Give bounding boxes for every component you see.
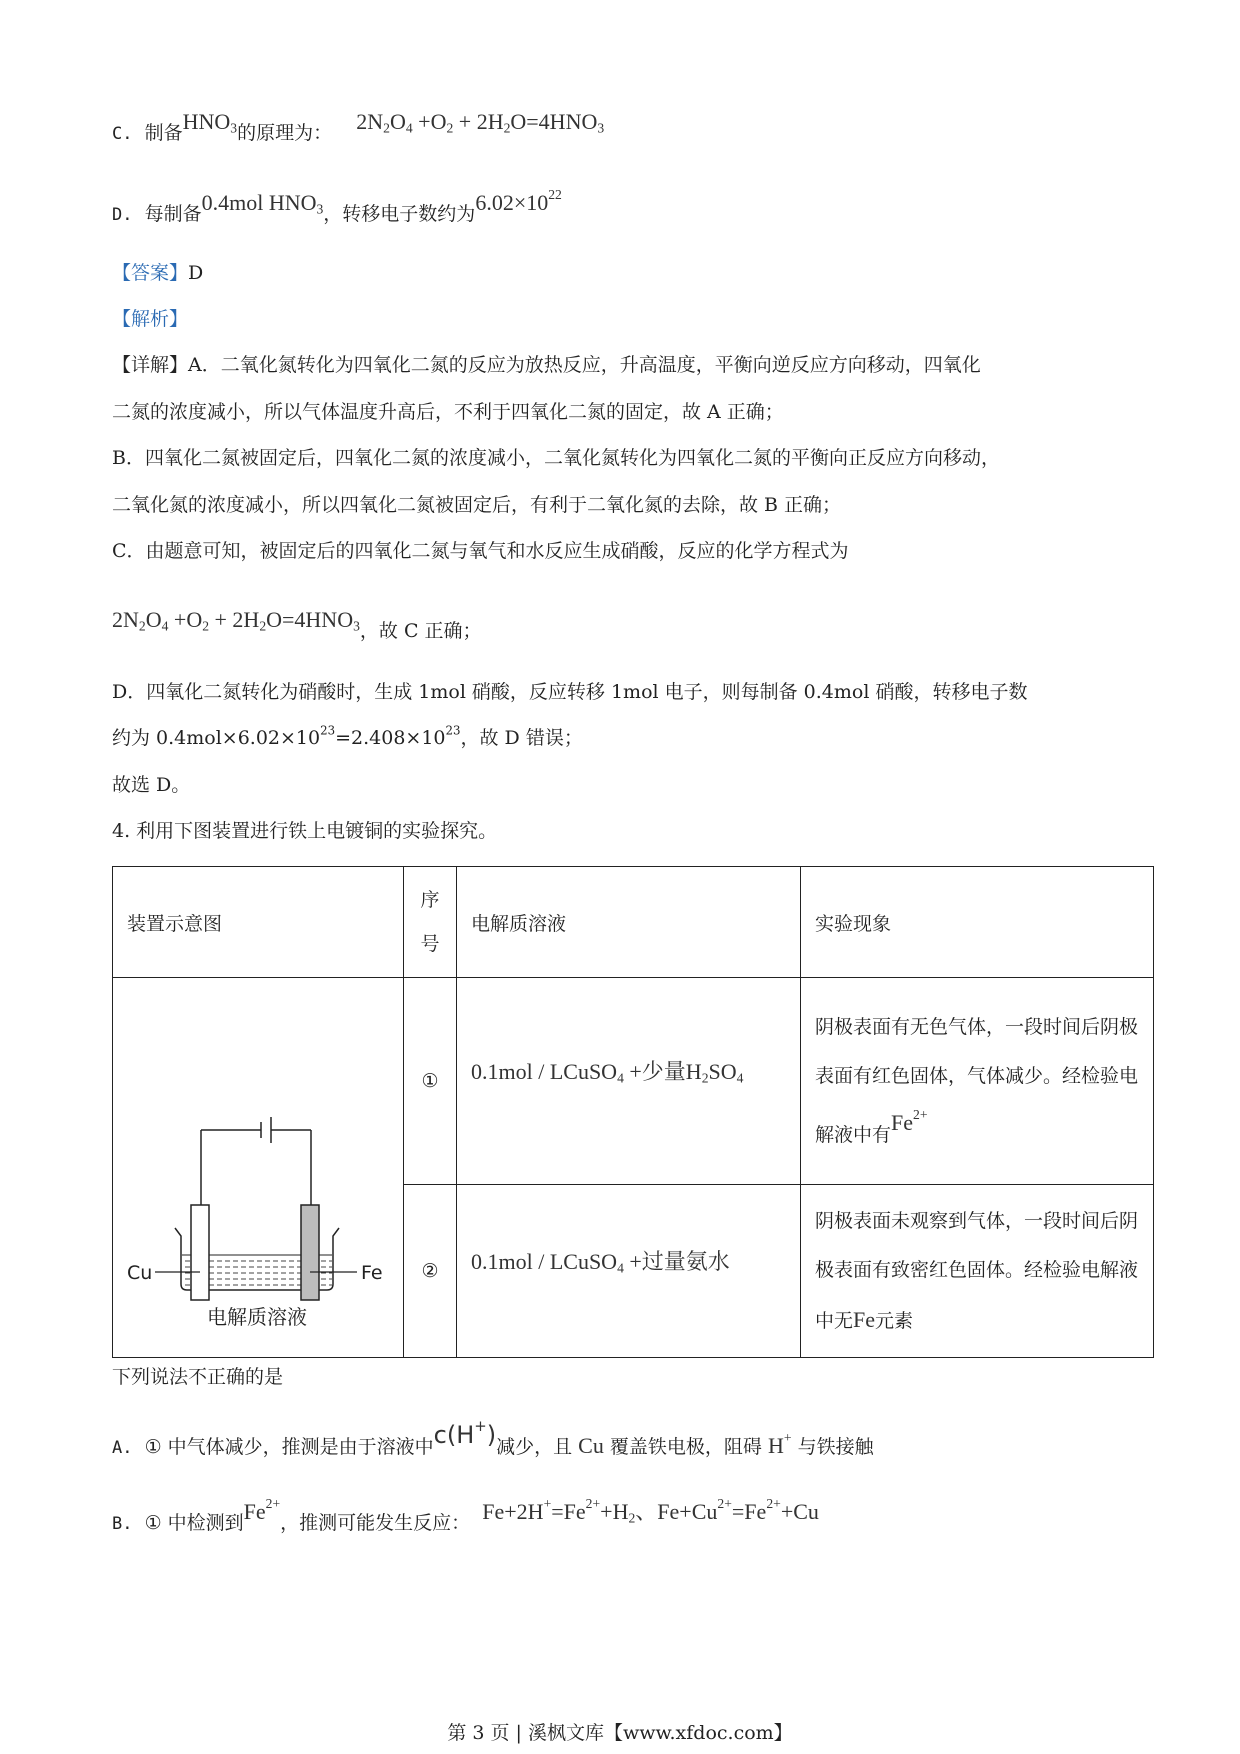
detail-d-2 bbox=[112, 723, 583, 750]
fe-label: Fe bbox=[361, 1262, 383, 1284]
ion-charge: + bbox=[783, 1429, 792, 1445]
fe-electrode bbox=[301, 1205, 319, 1300]
reaction-equations: $Fe+2H^+=Fe^{2+}+H_2$、$Fe+Cu^{2+}=Fe^{2+}+Cu$ bbox=[482, 1496, 819, 1526]
formula-number: $6.02\times 10^{22}$ bbox=[475, 187, 562, 215]
phenomenon-text: 阴极表面未观察到气体，一段时间后阴极表面有致密红色固体。经检验电解液中无 bbox=[815, 1209, 1139, 1332]
answer-value: D bbox=[188, 262, 204, 284]
exponent: 23 bbox=[320, 723, 336, 738]
detail-text: =2.408×10 bbox=[335, 727, 446, 749]
phenomenon-text: 元素 bbox=[875, 1309, 914, 1332]
option-text: 每制备 bbox=[144, 202, 202, 225]
electroplating-apparatus-diagram bbox=[113, 1000, 403, 1330]
detail-text: 约为 0.4mol×6.02×10 bbox=[112, 727, 321, 749]
detail-b-2: 二氧化氮的浓度减小，所以四氧化二氮被固定后，有利于二氧化氮的去除，故 B 正确； bbox=[112, 494, 842, 516]
table-header-row bbox=[113, 867, 1154, 978]
header-seq: 序号 bbox=[404, 867, 457, 978]
detail-a-2: 二氮的浓度减小，所以气体温度升高后，不利于四氧化二氮的固定，故 A 正确； bbox=[112, 401, 784, 423]
option-d bbox=[112, 187, 562, 227]
ion-fe2: $Fe^{2+}$ bbox=[243, 1496, 281, 1524]
formula-amount: 0.4mol $HNO_3$ bbox=[201, 189, 324, 217]
equation: $2N_2O_4 +O_2 + 2H_2O=4HNO_3$ bbox=[112, 607, 360, 634]
equation: $2N_2O_4 +O_2 + 2H_2O=4HNO_3$ bbox=[356, 109, 605, 136]
header-diagram: 装置示意图 bbox=[113, 867, 404, 978]
row-phenomenon bbox=[801, 1185, 1154, 1358]
table-row bbox=[113, 978, 1154, 1185]
detail-b-1: B．四氧化二氮被固定后，四氧化二氮的浓度减小，二氧化氮转化为四氧化二氮的平衡向正反应方向移动， bbox=[112, 447, 1000, 469]
phenomenon-text: 阴极表面有无色气体，一段时间后阴极表面有红色固体，气体减少。经检验电解液中有 bbox=[815, 1015, 1139, 1146]
row-seq: ① bbox=[404, 978, 457, 1185]
header-solution: 电解质溶液 bbox=[457, 867, 801, 978]
detail-d-1: D．四氧化二氮转化为硝酸时，生成 1mol 硝酸，反应转移 1mol 电子，则每制备 0.4mol 硝酸，转移电子数 bbox=[112, 681, 1028, 703]
apparatus-cell bbox=[113, 978, 404, 1358]
detail-label: 【详解】 bbox=[112, 354, 189, 376]
option-text: ，转移电子数约为 bbox=[323, 202, 476, 225]
cu-label: Cu bbox=[127, 1262, 153, 1284]
row-seq: ② bbox=[404, 1185, 457, 1358]
page-footer: 第 3 页 | 溪枫文库【www.xfdoc.com】 bbox=[447, 1722, 793, 1744]
answer-line bbox=[112, 258, 203, 285]
option-text: ，推测可能发生反应： bbox=[280, 1512, 471, 1534]
option-text: ① 中检测到 bbox=[144, 1512, 244, 1534]
cu-electrode bbox=[191, 1205, 209, 1300]
detail-text: ，故 D 错误； bbox=[460, 727, 583, 749]
option-letter: B. bbox=[112, 1514, 133, 1534]
conclusion: 故选 D。 bbox=[112, 774, 191, 796]
option-letter: A. bbox=[112, 1437, 133, 1458]
option-b bbox=[112, 1496, 819, 1536]
experiment-table bbox=[112, 866, 1154, 1358]
option-text: 覆盖铁电极，阻碍 bbox=[609, 1435, 762, 1458]
question-prompt: 下列说法不正确的是 bbox=[112, 1366, 284, 1388]
solution-formula: 0.1mol / LCuSO$_4$ +过量氨水 bbox=[471, 1249, 730, 1276]
row-phenomenon bbox=[801, 978, 1154, 1185]
formula-hno3: $HNO_3$ bbox=[182, 109, 238, 136]
detail-c-1: C．由题意可知，被固定后的四氧化二氮与氧气和水反应生成硝酸，反应的化学方程式为 bbox=[112, 540, 849, 562]
diagram-caption: 电解质溶液 bbox=[207, 1305, 307, 1329]
option-letter: D. bbox=[112, 204, 133, 225]
formula-c-h: c(H+) bbox=[433, 1417, 497, 1449]
option-a bbox=[112, 1417, 874, 1459]
answer-label: 【答案】 bbox=[112, 262, 189, 284]
row-solution bbox=[457, 978, 801, 1185]
option-text: 的原理为： bbox=[237, 122, 333, 144]
detail-a-1 bbox=[112, 350, 981, 377]
question-stem: 4. 利用下图装置进行铁上电镀铜的实验探究。 bbox=[112, 820, 498, 842]
row-solution bbox=[457, 1185, 801, 1358]
analysis-label: 【解析】 bbox=[112, 308, 189, 330]
ion-h: H bbox=[767, 1432, 784, 1458]
detail-text: A．二氧化氮转化为四氧化二氮的反应为放热反应，升高温度，平衡向逆反应方向移动，四氧化 bbox=[188, 354, 981, 376]
element-fe: Fe bbox=[853, 1306, 876, 1332]
option-text: 减少，且 bbox=[496, 1435, 573, 1458]
option-text: 制备 bbox=[144, 122, 183, 144]
option-letter: C. bbox=[112, 124, 133, 144]
header-phenomenon: 实验现象 bbox=[801, 867, 1154, 978]
option-text: ① 中气体减少，推测是由于溶液中 bbox=[144, 1435, 434, 1458]
ion-fe2: $Fe^{2+}$ bbox=[891, 1107, 928, 1136]
option-c bbox=[112, 109, 605, 146]
element-cu: Cu bbox=[578, 1432, 604, 1458]
detail-text: ，故 C 正确； bbox=[359, 620, 482, 642]
solution-formula: 0.1mol / LCuSO$_4$ +少量$H_2SO_4$ bbox=[471, 1059, 744, 1086]
exponent: 23 bbox=[445, 723, 461, 738]
option-text: 与铁接触 bbox=[797, 1435, 874, 1458]
detail-c-2 bbox=[112, 607, 482, 644]
